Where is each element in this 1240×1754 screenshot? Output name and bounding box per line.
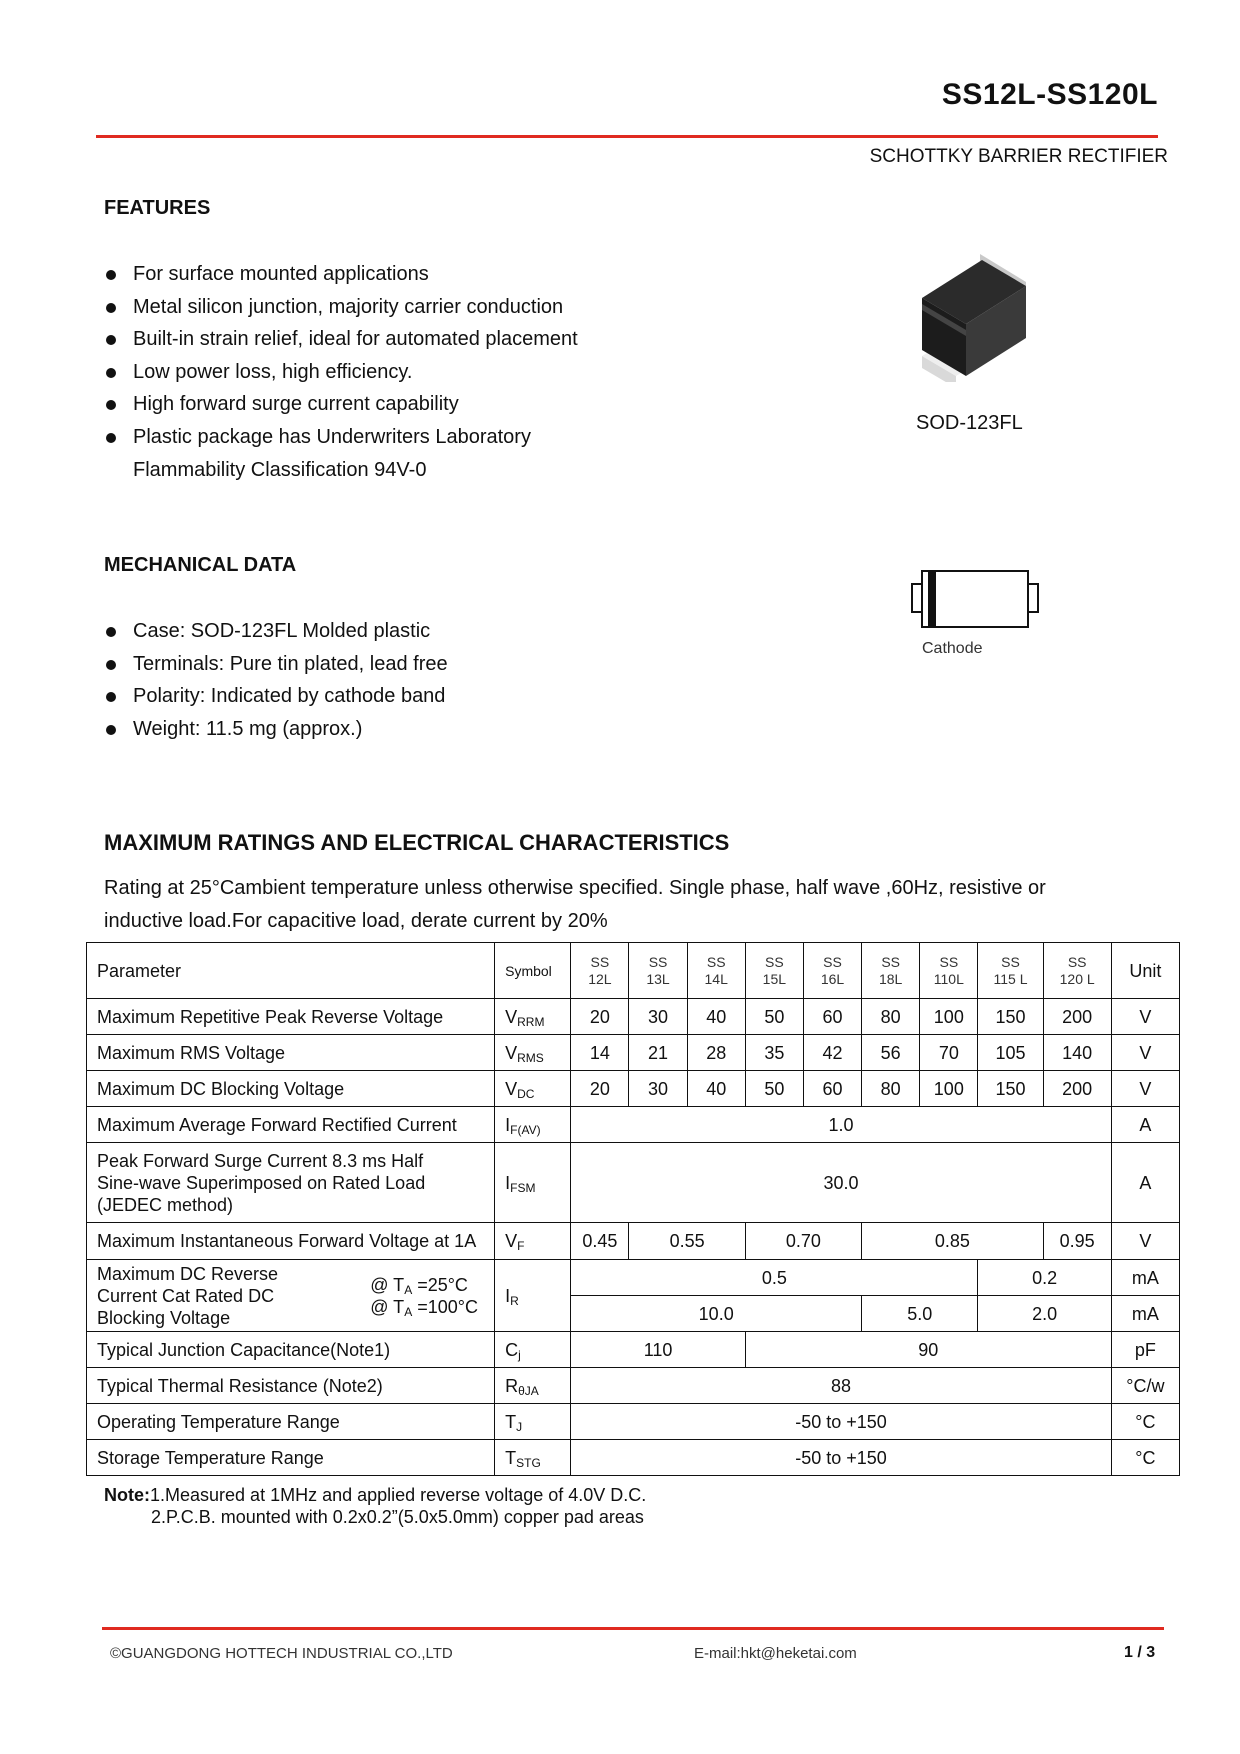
value-cell: 88	[571, 1368, 1111, 1404]
symbol-main: C	[505, 1339, 519, 1360]
value-cell: 150	[978, 999, 1043, 1035]
unit-cell: A	[1111, 1107, 1179, 1143]
param-cell: Typical Junction Capacitance(Note1)	[87, 1332, 495, 1368]
value-cell: 21	[629, 1035, 687, 1071]
symbol-cell	[495, 1035, 571, 1071]
symbol-cell	[495, 1404, 571, 1440]
symbol-cell	[495, 1143, 571, 1223]
table-row	[87, 1368, 1180, 1404]
value-cell: 0.70	[745, 1223, 861, 1260]
value-cell: 20	[571, 999, 629, 1035]
symbol-cell	[495, 1440, 571, 1476]
cond-text: @ T	[370, 1274, 405, 1295]
symbol-main: T	[505, 1411, 517, 1432]
symbol-main: I	[505, 1172, 511, 1193]
symbol-main: V	[505, 1078, 518, 1099]
value-cell: 28	[687, 1035, 745, 1071]
symbol-main: I	[505, 1114, 511, 1135]
symbol-sub: F	[517, 1239, 525, 1253]
part-suffix: 12L	[588, 970, 612, 987]
unit-cell: V	[1111, 1035, 1179, 1071]
header-part	[920, 943, 978, 999]
value-cell: 2.0	[978, 1296, 1111, 1332]
condition-cell	[358, 1260, 494, 1332]
table-row	[87, 1440, 1180, 1476]
value-cell: 5.0	[862, 1296, 978, 1332]
param-cell: Maximum DC Blocking Voltage	[87, 1071, 495, 1107]
unit-cell: V	[1111, 1071, 1179, 1107]
note-label: Note:	[104, 1485, 150, 1505]
value-cell: 14	[571, 1035, 629, 1071]
ratings-heading: MAXIMUM RATINGS AND ELECTRICAL CHARACTERISTICS	[104, 830, 730, 855]
value-cell: 0.2	[978, 1260, 1111, 1296]
symbol-main: V	[505, 1042, 518, 1063]
list-item: For surface mounted applications	[104, 258, 664, 291]
table-row	[87, 1260, 1180, 1296]
value-cell: 90	[745, 1332, 1111, 1368]
value-cell: 20	[571, 1071, 629, 1107]
list-item: Built-in strain relief, ideal for automated placement	[104, 323, 664, 356]
unit-cell: pF	[1111, 1332, 1179, 1368]
param-cell: Maximum Instantaneous Forward Voltage at 1A	[87, 1223, 495, 1260]
param-line: Sine-wave Superimposed on Rated Load	[97, 1172, 426, 1193]
cathode-label: Cathode	[922, 640, 983, 657]
list-item: Case: SOD-123FL Molded plastic	[104, 615, 624, 648]
symbol-main: I	[505, 1285, 511, 1306]
symbol-sub: RMS	[517, 1050, 544, 1065]
value-cell: 30	[629, 1071, 687, 1107]
value-cell: 50	[745, 1071, 803, 1107]
part-prefix: SS	[706, 953, 726, 970]
unit-cell: A	[1111, 1143, 1179, 1223]
footer-company: ©GUANGDONG HOTTECH INDUSTRIAL CO.,LTD	[110, 1645, 453, 1662]
part-prefix: SS	[823, 953, 842, 970]
symbol-cell	[495, 999, 571, 1035]
symbol-main: R	[505, 1375, 519, 1396]
part-suffix: 115 L	[993, 970, 1028, 987]
part-suffix: 16L	[820, 970, 845, 987]
part-number-title: SS12L-SS120L	[941, 78, 1158, 111]
param-cell: Maximum Repetitive Peak Reverse Voltage	[87, 999, 495, 1035]
value-cell: 80	[862, 1071, 920, 1107]
value-cell: 56	[862, 1035, 920, 1071]
part-suffix: 15L	[762, 970, 787, 987]
footer-divider	[102, 1627, 1164, 1630]
cond-text: =25°C	[412, 1274, 468, 1295]
header-unit: Unit	[1111, 943, 1179, 999]
value-cell: 40	[687, 999, 745, 1035]
note-text: 1.Measured at 1MHz and applied reverse voltage of 4.0V D.C.	[150, 1485, 647, 1505]
list-item: Low power loss, high efficiency.	[104, 356, 664, 389]
param-line: Blocking Voltage	[97, 1307, 231, 1328]
part-prefix: SS	[881, 953, 901, 970]
header-part	[803, 943, 861, 999]
table-header-row	[87, 943, 1180, 999]
symbol-main: V	[505, 1006, 518, 1027]
table-row	[87, 1035, 1180, 1071]
unit-cell: V	[1111, 999, 1179, 1035]
value-cell: 35	[745, 1035, 803, 1071]
value-cell: 100	[920, 1071, 978, 1107]
value-cell: 0.95	[1043, 1223, 1111, 1260]
unit-cell: °C/w	[1111, 1368, 1179, 1404]
device-type-subtitle: SCHOTTKY BARRIER RECTIFIER	[869, 146, 1168, 167]
param-cell	[87, 1260, 359, 1332]
features-list	[104, 258, 664, 486]
header-part	[745, 943, 803, 999]
unit-cell: V	[1111, 1223, 1179, 1260]
part-suffix: 14L	[704, 970, 728, 987]
part-suffix: 18L	[878, 970, 903, 987]
cond-text: @ T	[370, 1296, 405, 1317]
part-prefix: SS	[939, 953, 959, 970]
param-line: (JEDEC method)	[97, 1194, 234, 1215]
symbol-cell	[495, 1223, 571, 1260]
list-item: Plastic package has Underwriters Laboratory Flammability Classification 94V-0	[104, 421, 563, 486]
symbol-sub: R	[510, 1293, 519, 1308]
unit-cell: mA	[1111, 1260, 1179, 1296]
unit-cell: mA	[1111, 1296, 1179, 1332]
part-suffix: 110L	[933, 970, 964, 987]
symbol-sub: θJA	[518, 1383, 539, 1398]
part-suffix: 120 L	[1059, 970, 1095, 987]
value-cell: 110	[571, 1332, 745, 1368]
symbol-sub: J	[516, 1419, 523, 1434]
value-cell: 105	[978, 1035, 1043, 1071]
symbol-sub: DC	[517, 1086, 535, 1101]
value-cell: 30	[629, 999, 687, 1035]
header-part	[571, 943, 629, 999]
value-cell: 100	[920, 999, 978, 1035]
header-symbol: Symbol	[495, 943, 571, 999]
part-prefix: SS	[765, 953, 784, 970]
param-cell: Storage Temperature Range	[87, 1440, 495, 1476]
value-cell: 42	[803, 1035, 861, 1071]
value-cell: 0.85	[862, 1223, 1043, 1260]
mechanical-list	[104, 615, 624, 745]
value-cell: -50 to +150	[571, 1404, 1111, 1440]
mechanical-data-heading: MECHANICAL DATA	[104, 554, 297, 576]
value-cell: 80	[862, 999, 920, 1035]
package-label: SOD-123FL	[916, 412, 1023, 434]
header-part	[629, 943, 687, 999]
table-row	[87, 1143, 1180, 1223]
ratings-table	[86, 942, 1180, 1476]
list-item: Weight: 11.5 mg (approx.)	[104, 713, 624, 746]
header-part	[1043, 943, 1111, 999]
symbol-cell	[495, 1332, 571, 1368]
value-cell: 60	[803, 999, 861, 1035]
symbol-sub: RRM	[517, 1014, 545, 1029]
part-prefix: SS	[1067, 953, 1087, 970]
sod123fl-package-image	[908, 252, 1038, 382]
param-cell: Maximum RMS Voltage	[87, 1035, 495, 1071]
param-line: Maximum DC Reverse	[97, 1263, 279, 1284]
value-cell: 200	[1043, 999, 1111, 1035]
value-cell: 140	[1043, 1035, 1111, 1071]
part-suffix: 13L	[646, 970, 670, 987]
table-row	[87, 1107, 1180, 1143]
unit-cell: °C	[1111, 1440, 1179, 1476]
footer-email: E-mail:hkt@heketai.com	[694, 1645, 857, 1662]
cathode-band-diagram	[910, 566, 1046, 632]
value-cell: 0.55	[629, 1223, 745, 1260]
header-part	[978, 943, 1043, 999]
list-item: Polarity: Indicated by cathode band	[104, 680, 624, 713]
value-cell: 200	[1043, 1071, 1111, 1107]
param-cell: Maximum Average Forward Rectified Current	[87, 1107, 495, 1143]
symbol-cell	[495, 1260, 571, 1332]
symbol-sub: STG	[516, 1455, 541, 1470]
value-cell: 10.0	[571, 1296, 862, 1332]
value-cell: 40	[687, 1071, 745, 1107]
table-row	[87, 1223, 1180, 1260]
value-cell: 50	[745, 999, 803, 1035]
param-cell	[87, 1143, 495, 1223]
cond-sub: A	[404, 1304, 413, 1319]
list-item: High forward surge current capability	[104, 388, 664, 421]
value-cell: 0.45	[571, 1223, 629, 1260]
part-prefix: SS	[1001, 953, 1020, 970]
list-item: Terminals: Pure tin plated, lead free	[104, 648, 624, 681]
symbol-main: V	[505, 1231, 518, 1251]
notes-block	[104, 1484, 646, 1528]
header-part	[687, 943, 745, 999]
symbol-main: T	[505, 1447, 517, 1468]
value-cell: 30.0	[571, 1143, 1111, 1223]
value-cell: -50 to +150	[571, 1440, 1111, 1476]
page-number: 1 / 3	[1124, 1644, 1156, 1661]
value-cell: 70	[920, 1035, 978, 1071]
symbol-sub: F(AV)	[510, 1122, 541, 1137]
value-cell: 0.5	[571, 1260, 978, 1296]
table-row	[87, 1404, 1180, 1440]
unit-cell: °C	[1111, 1404, 1179, 1440]
param-cell: Typical Thermal Resistance (Note2)	[87, 1368, 495, 1404]
table-row	[87, 1071, 1180, 1107]
header-part	[862, 943, 920, 999]
symbol-sub: FSM	[510, 1180, 536, 1195]
symbol-cell	[495, 1107, 571, 1143]
table-row	[87, 999, 1180, 1035]
value-cell: 60	[803, 1071, 861, 1107]
value-cell: 1.0	[571, 1107, 1111, 1143]
cond-sub: A	[404, 1282, 413, 1297]
cond-text: =100°C	[412, 1296, 478, 1317]
param-cell: Operating Temperature Range	[87, 1404, 495, 1440]
part-prefix: SS	[648, 953, 668, 970]
header-parameter: Parameter	[87, 943, 495, 999]
symbol-cell	[495, 1071, 571, 1107]
note-1	[104, 1484, 646, 1506]
note-2: 2.P.C.B. mounted with 0.2x0.2”(5.0x5.0mm) copper pad areas	[151, 1507, 644, 1527]
param-line: Peak Forward Surge Current 8.3 ms Half	[97, 1150, 424, 1171]
table-row	[87, 1332, 1180, 1368]
list-item: Metal silicon junction, majority carrier conduction	[104, 291, 664, 324]
header-divider	[96, 135, 1158, 138]
features-heading: FEATURES	[104, 197, 211, 219]
part-prefix: SS	[590, 953, 610, 970]
param-line: Current Cat Rated DC	[97, 1285, 275, 1306]
value-cell: 150	[978, 1071, 1043, 1107]
symbol-cell	[495, 1368, 571, 1404]
symbol-sub: j	[518, 1347, 521, 1362]
ratings-intro: Rating at 25°Cambient temperature unless otherwise specified. Single phase, half wave ,60Hz, resistive or inductive load.For capacitive load, derate current by 20%	[104, 877, 1046, 932]
